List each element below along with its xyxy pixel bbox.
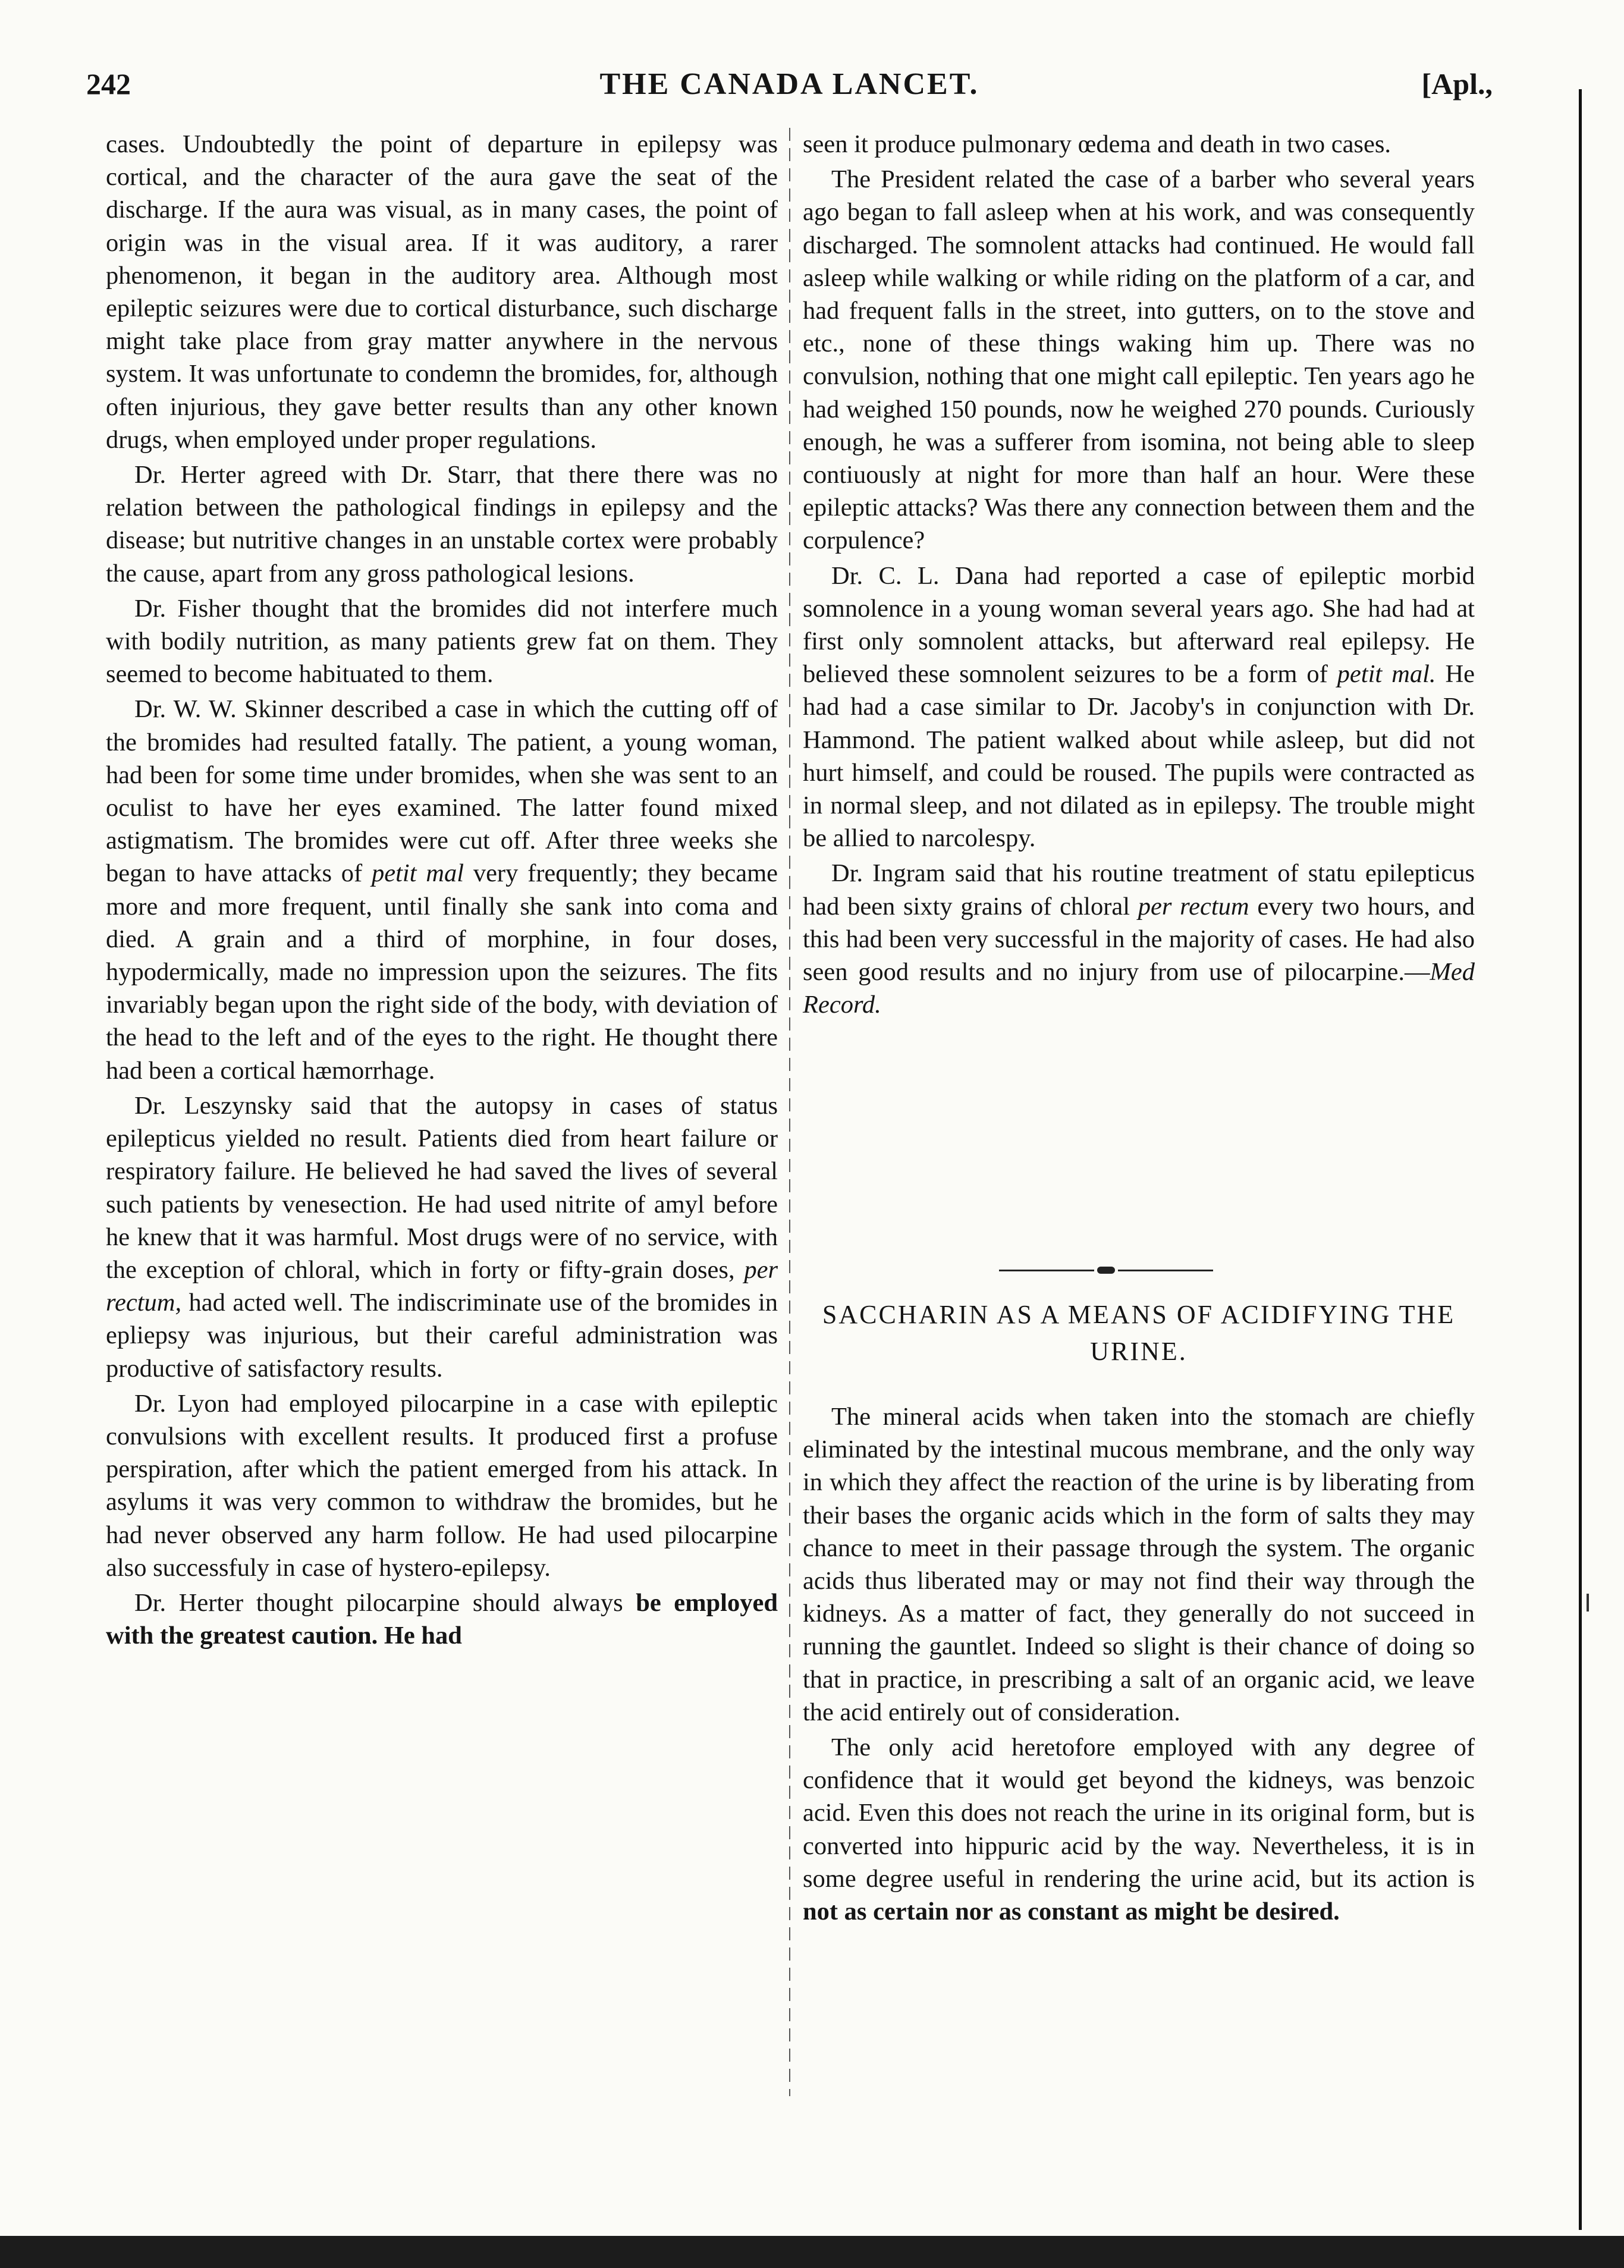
bold-text: not as certain nor as constant as might be desired. bbox=[803, 1898, 1340, 1926]
page-number: 242 bbox=[86, 67, 131, 100]
paragraph bbox=[106, 693, 778, 1086]
paragraph-text: The only acid heretofore employed with any degree of confidence that it would get beyond the kidneys, was benzoic acid. Even this does not reach the urine in its original form, but is converted into hippuric acid by the way. Nevertheless, it is in some degree useful in rendering the urine acid, but its action is bbox=[803, 1733, 1475, 1893]
citation: Med Record. bbox=[803, 958, 1475, 1019]
paragraph bbox=[803, 857, 1475, 1021]
paragraph: The mineral acids when taken into the stomach are chiefly eliminated by the intestinal mucous membrane, and the only way in which they affect the reaction of the urine is by liberating from their bases the organic acids which in the form of salts they may chance to meet in their passage through the system. The organic acids thus liberated may or may not find their way through the kidneys. As a matter of fact, they generally do not succeed in running the gauntlet. Indeed so slight is their chance of doing so that in practice, in prescribing a salt of an organic acid, we leave the acid entirely out of consideration. bbox=[803, 1403, 1475, 1726]
italic-term: per rectum bbox=[1138, 892, 1249, 921]
paragraph-text: had acted well. The indiscriminate use of the bromides in epliepsy was injurious, but their careful administration was productive of satisfactory results. bbox=[106, 1289, 778, 1383]
italic-term: petit mal. bbox=[1337, 660, 1436, 689]
article-title: SACCHARIN AS A MEANS OF ACIDIFYING THE URINE. bbox=[822, 1300, 1456, 1366]
paragraph: seen it produce pulmonary œdema and death in two cases. bbox=[803, 130, 1391, 158]
paragraph: Dr. Herter agreed with Dr. Starr, that there there was no relation between the pathological findings in epilepsy and the disease; but nutritive changes in an unstable cortex were probably the cause, apart from any gross pathological lesions. bbox=[106, 461, 778, 588]
paragraph bbox=[803, 560, 1475, 855]
edge-mark bbox=[1587, 1594, 1589, 1612]
italic-term: petit mal bbox=[371, 859, 464, 888]
journal-title: THE CANADA LANCET. bbox=[599, 67, 979, 101]
paragraph-text: Dr. Leszynsky said that the autopsy in cases of status epilepticus yielded no result. Patients died from heart failure or respiratory failure. He believed he had saved the lives of several such patients by venesection. He had used nitrite of amyl before he knew that it was harmful. Most drugs were of no service, with the exception of chloral, which in forty or fifty-grain doses, bbox=[106, 1091, 778, 1284]
paragraph: The President related the case of a barber who several years ago began to fall asleep when at his work, and was consequently discharged. The somnolent attacks had continued. He would fall asleep while walking or while riding on the platform of a car, and had frequent falls in the street, into gutters, on to the stove and etc., none of these things waking him up. There was no convulsion, nothing that one might call epileptic. Ten years ago he had weighed 150 pounds, now he weighed 270 pounds. Curiously enough, he was a sufferer from isomina, not being able to sleep contiuously at night for more than half an hour. Were these epileptic attacks? Was there any connection between them and the corpulence? bbox=[803, 165, 1475, 555]
paragraph-text: Dr. W. W. Skinner described a case in which the cutting off of the bromides had resulted fatally. The patient, a young woman, had been for some time under bromides, when she was sent to an oculist to have her eyes examined. The latter found mixed astigmatism. The bromides were cut off. After three weeks she began to have attacks of bbox=[106, 695, 778, 888]
section-ornament bbox=[999, 1265, 1213, 1275]
paragraph bbox=[106, 1089, 778, 1385]
paragraph-text: every two hours, and this had been very successful in the majority of cases. He had also seen good results and no injury from use of pilocarpine.— bbox=[803, 892, 1475, 987]
article-body bbox=[803, 1400, 1475, 1928]
italic-term: per rectum, bbox=[106, 1255, 778, 1317]
paragraph-text: Dr. C. L. Dana had reported a case of epileptic morbid somnolence in a young woman several years ago. She had had at first only somnolent attacks, but afterward real epilepsy. He believed these somnolent seizures to be a form of bbox=[803, 561, 1475, 689]
left-column bbox=[106, 128, 778, 1652]
page-edge-rule bbox=[1579, 89, 1582, 2230]
right-column bbox=[803, 128, 1475, 1021]
paragraph bbox=[106, 1587, 778, 1652]
paragraph-text: very frequently; they became more and more frequent, until finally she sank into coma and died. A grain and a third of morphine, in four doses, hypodermically, made no impression upon the seizures. The fits invariably began upon the right side of the body, with deviation of the head to the left and of the eyes to the right. He thought there had been a cortical hæmorrhage. bbox=[106, 859, 778, 1085]
bold-text: be employed with the greatest caution. He had bbox=[106, 1588, 778, 1650]
column-divider bbox=[789, 128, 790, 2096]
paragraph: Dr. Fisher thought that the bromides did not interfere much with bodily nutrition, as many patients grew fat on them. They seemed to become habituated to them. bbox=[106, 594, 778, 689]
ornament-line bbox=[999, 1270, 1094, 1271]
paragraph: cases. Undoubtedly the point of departure in epilepsy was cortical, and the character of the aura gave the seat of the discharge. If the aura was visual, as in many cases, the point of origin was in the visual area. If it was auditory, a rarer phenomenon, it began in the auditory area. Although most epileptic seizures were due to cortical disturbance, such discharge might take place from gray matter anywhere in the nervous system. It was unfortunate to condemn the bromides, for, although often injurious, they gave better results than any other known drugs, when employed under proper regulations. bbox=[106, 130, 778, 454]
paragraph-text: He had had a case similar to Dr. Jacoby's in conjunction with Dr. Hammond. The patient walked about while asleep, but did not hurt himself, and could be roused. The pupils were contracted as in normal sleep, and not dilated as in epilepsy. The trouble might be allied to narcolespy. bbox=[803, 660, 1475, 853]
paragraph-text: Dr. Herter thought pilocarpine should always bbox=[134, 1588, 623, 1617]
ornament-dot bbox=[1097, 1267, 1115, 1274]
page-header bbox=[86, 59, 1493, 116]
ornament-line bbox=[1118, 1270, 1213, 1271]
scan-bottom-edge bbox=[0, 2236, 1624, 2268]
paragraph-text: Dr. Ingram said that his routine treatment of statu epilepticus had been sixty grains of chloral bbox=[803, 859, 1475, 921]
issue-month: [Apl., bbox=[1421, 67, 1493, 100]
paragraph: Dr. Lyon had employed pilocarpine in a case with epileptic convulsions with excellent results. It produced first a profuse perspiration, after which the patient emerged from his attack. In asylums it was very common to withdraw the bromides, but he had never observed any harm follow. He had used pilocarpine also successfuly in case of hystero-epilepsy. bbox=[106, 1389, 778, 1582]
paragraph bbox=[803, 1731, 1475, 1928]
